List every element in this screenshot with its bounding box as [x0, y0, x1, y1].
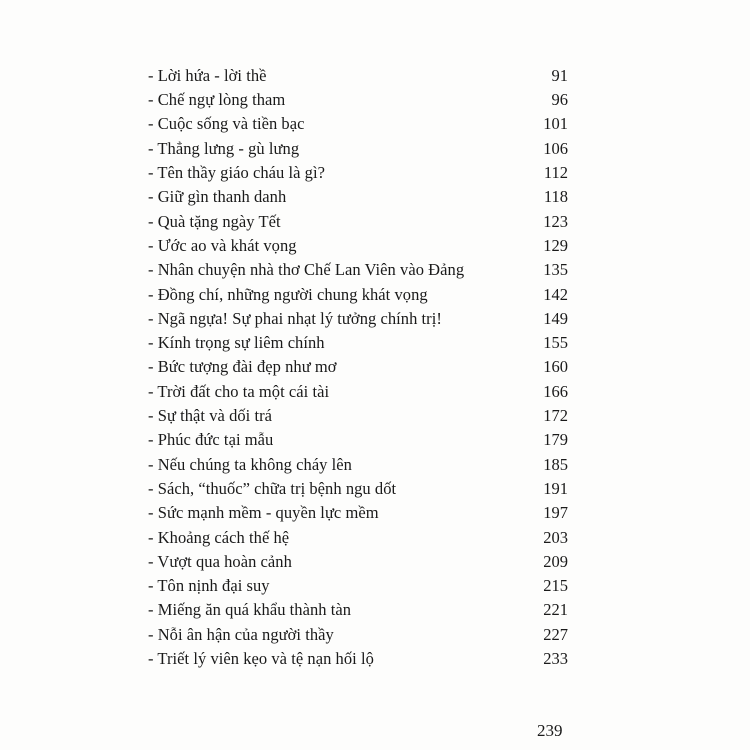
toc-entry-title: - Nhân chuyện nhà thơ Chế Lan Viên vào Đảng	[148, 260, 465, 280]
toc-entry-title: - Trời đất cho ta một cái tài	[148, 381, 330, 401]
toc-entry	[148, 113, 568, 137]
toc-entry-page: 118	[543, 187, 568, 207]
toc-entry-page: 112	[543, 163, 568, 183]
toc-entry	[148, 428, 568, 452]
toc-entry-page: 172	[543, 406, 568, 426]
toc-entry	[148, 501, 568, 525]
toc-entry	[148, 234, 568, 258]
toc-entry	[148, 161, 568, 185]
toc-entry-page: 160	[543, 357, 568, 377]
toc-entry	[148, 404, 568, 428]
toc-entry-title: - Lời hứa - lời thề	[148, 65, 267, 85]
toc-entry	[148, 258, 568, 282]
toc-entry-page: 191	[543, 478, 568, 498]
toc-entry-title: - Triết lý viên kẹo và tệ nạn hối lộ	[148, 649, 374, 669]
toc-entry-title: - Vượt qua hoàn cảnh	[148, 551, 292, 571]
toc-entry	[148, 356, 568, 380]
toc-entry-title: - Nếu chúng ta không cháy lên	[148, 454, 352, 474]
toc-entry	[148, 574, 568, 598]
toc-entry-title: - Giữ gìn thanh danh	[148, 187, 287, 207]
toc-entry-title: - Ước ao và khát vọng	[148, 235, 297, 255]
toc-entry	[148, 380, 568, 404]
toc-entry-page: 209	[543, 551, 568, 571]
toc-entry-page: 129	[543, 235, 568, 255]
toc-entry-page: 155	[543, 333, 568, 353]
toc-entry-title: - Tên thầy giáo cháu là gì?	[148, 163, 325, 183]
toc-entry-page: 185	[543, 454, 568, 474]
toc-entry	[148, 550, 568, 574]
toc-entry-title: - Quà tặng ngày Tết	[148, 211, 281, 231]
toc-entry-title: - Sức mạnh mềm - quyền lực mềm	[148, 503, 379, 523]
toc-entry-page: 221	[543, 600, 568, 620]
toc-entry-page: 203	[543, 527, 568, 547]
toc-entry-title: - Cuộc sống và tiền bạc	[148, 114, 305, 134]
toc-entry-page: 142	[543, 284, 568, 304]
toc-entry	[148, 623, 568, 647]
toc-entry-title: - Sách, “thuốc” chữa trị bệnh ngu dốt	[148, 478, 397, 498]
toc-entry	[148, 526, 568, 550]
toc-entry-title: - Miếng ăn quá khẩu thành tàn	[148, 600, 352, 620]
toc-entry-title: - Tôn nịnh đại suy	[148, 576, 270, 596]
toc-entry-title: - Nỗi ân hận của người thầy	[148, 624, 334, 644]
toc-entry-title: - Bức tượng đài đẹp như mơ	[148, 357, 337, 377]
toc-entry-page: 149	[543, 308, 568, 328]
toc-entry-page: 215	[543, 576, 568, 596]
toc-entry-title: - Sự thật và dối trá	[148, 406, 273, 426]
toc-entry-page: 96	[551, 90, 568, 110]
toc-entry	[148, 283, 568, 307]
toc-entry-page: 123	[543, 211, 568, 231]
toc-entry-page: 101	[543, 114, 568, 134]
toc-entry-page: 227	[543, 624, 568, 644]
toc-entry	[148, 137, 568, 161]
toc-entry	[148, 331, 568, 355]
toc-entry	[148, 64, 568, 88]
toc-entry-page: 179	[543, 430, 568, 450]
toc-entry-title: - Đồng chí, những người chung khát vọng	[148, 284, 428, 304]
toc-entry	[148, 88, 568, 112]
toc-entry-page: 106	[543, 138, 568, 158]
toc-entry-page: 166	[543, 381, 568, 401]
toc-entry-title: - Khoảng cách thế hệ	[148, 527, 290, 547]
table-of-contents	[148, 64, 568, 671]
toc-entry	[148, 453, 568, 477]
toc-entry	[148, 647, 568, 671]
toc-entry-title: - Chế ngự lòng tham	[148, 90, 286, 110]
toc-entry-title: - Phúc đức tại mẫu	[148, 430, 274, 450]
toc-entry	[148, 599, 568, 623]
toc-entry-title: - Ngã ngựa! Sự phai nhạt lý tưởng chính trị!	[148, 308, 442, 328]
toc-entry	[148, 185, 568, 209]
toc-entry	[148, 477, 568, 501]
toc-entry	[148, 210, 568, 234]
toc-entry-title: - Thẳng lưng - gù lưng	[148, 138, 300, 158]
toc-entry-title: - Kính trọng sự liêm chính	[148, 333, 325, 353]
toc-entry-page: 233	[543, 649, 568, 669]
toc-entry-page: 91	[551, 65, 568, 85]
toc-entry-page: 135	[543, 260, 568, 280]
toc-entry	[148, 307, 568, 331]
toc-entry-page: 197	[543, 503, 568, 523]
page-number: 239	[537, 721, 563, 740]
